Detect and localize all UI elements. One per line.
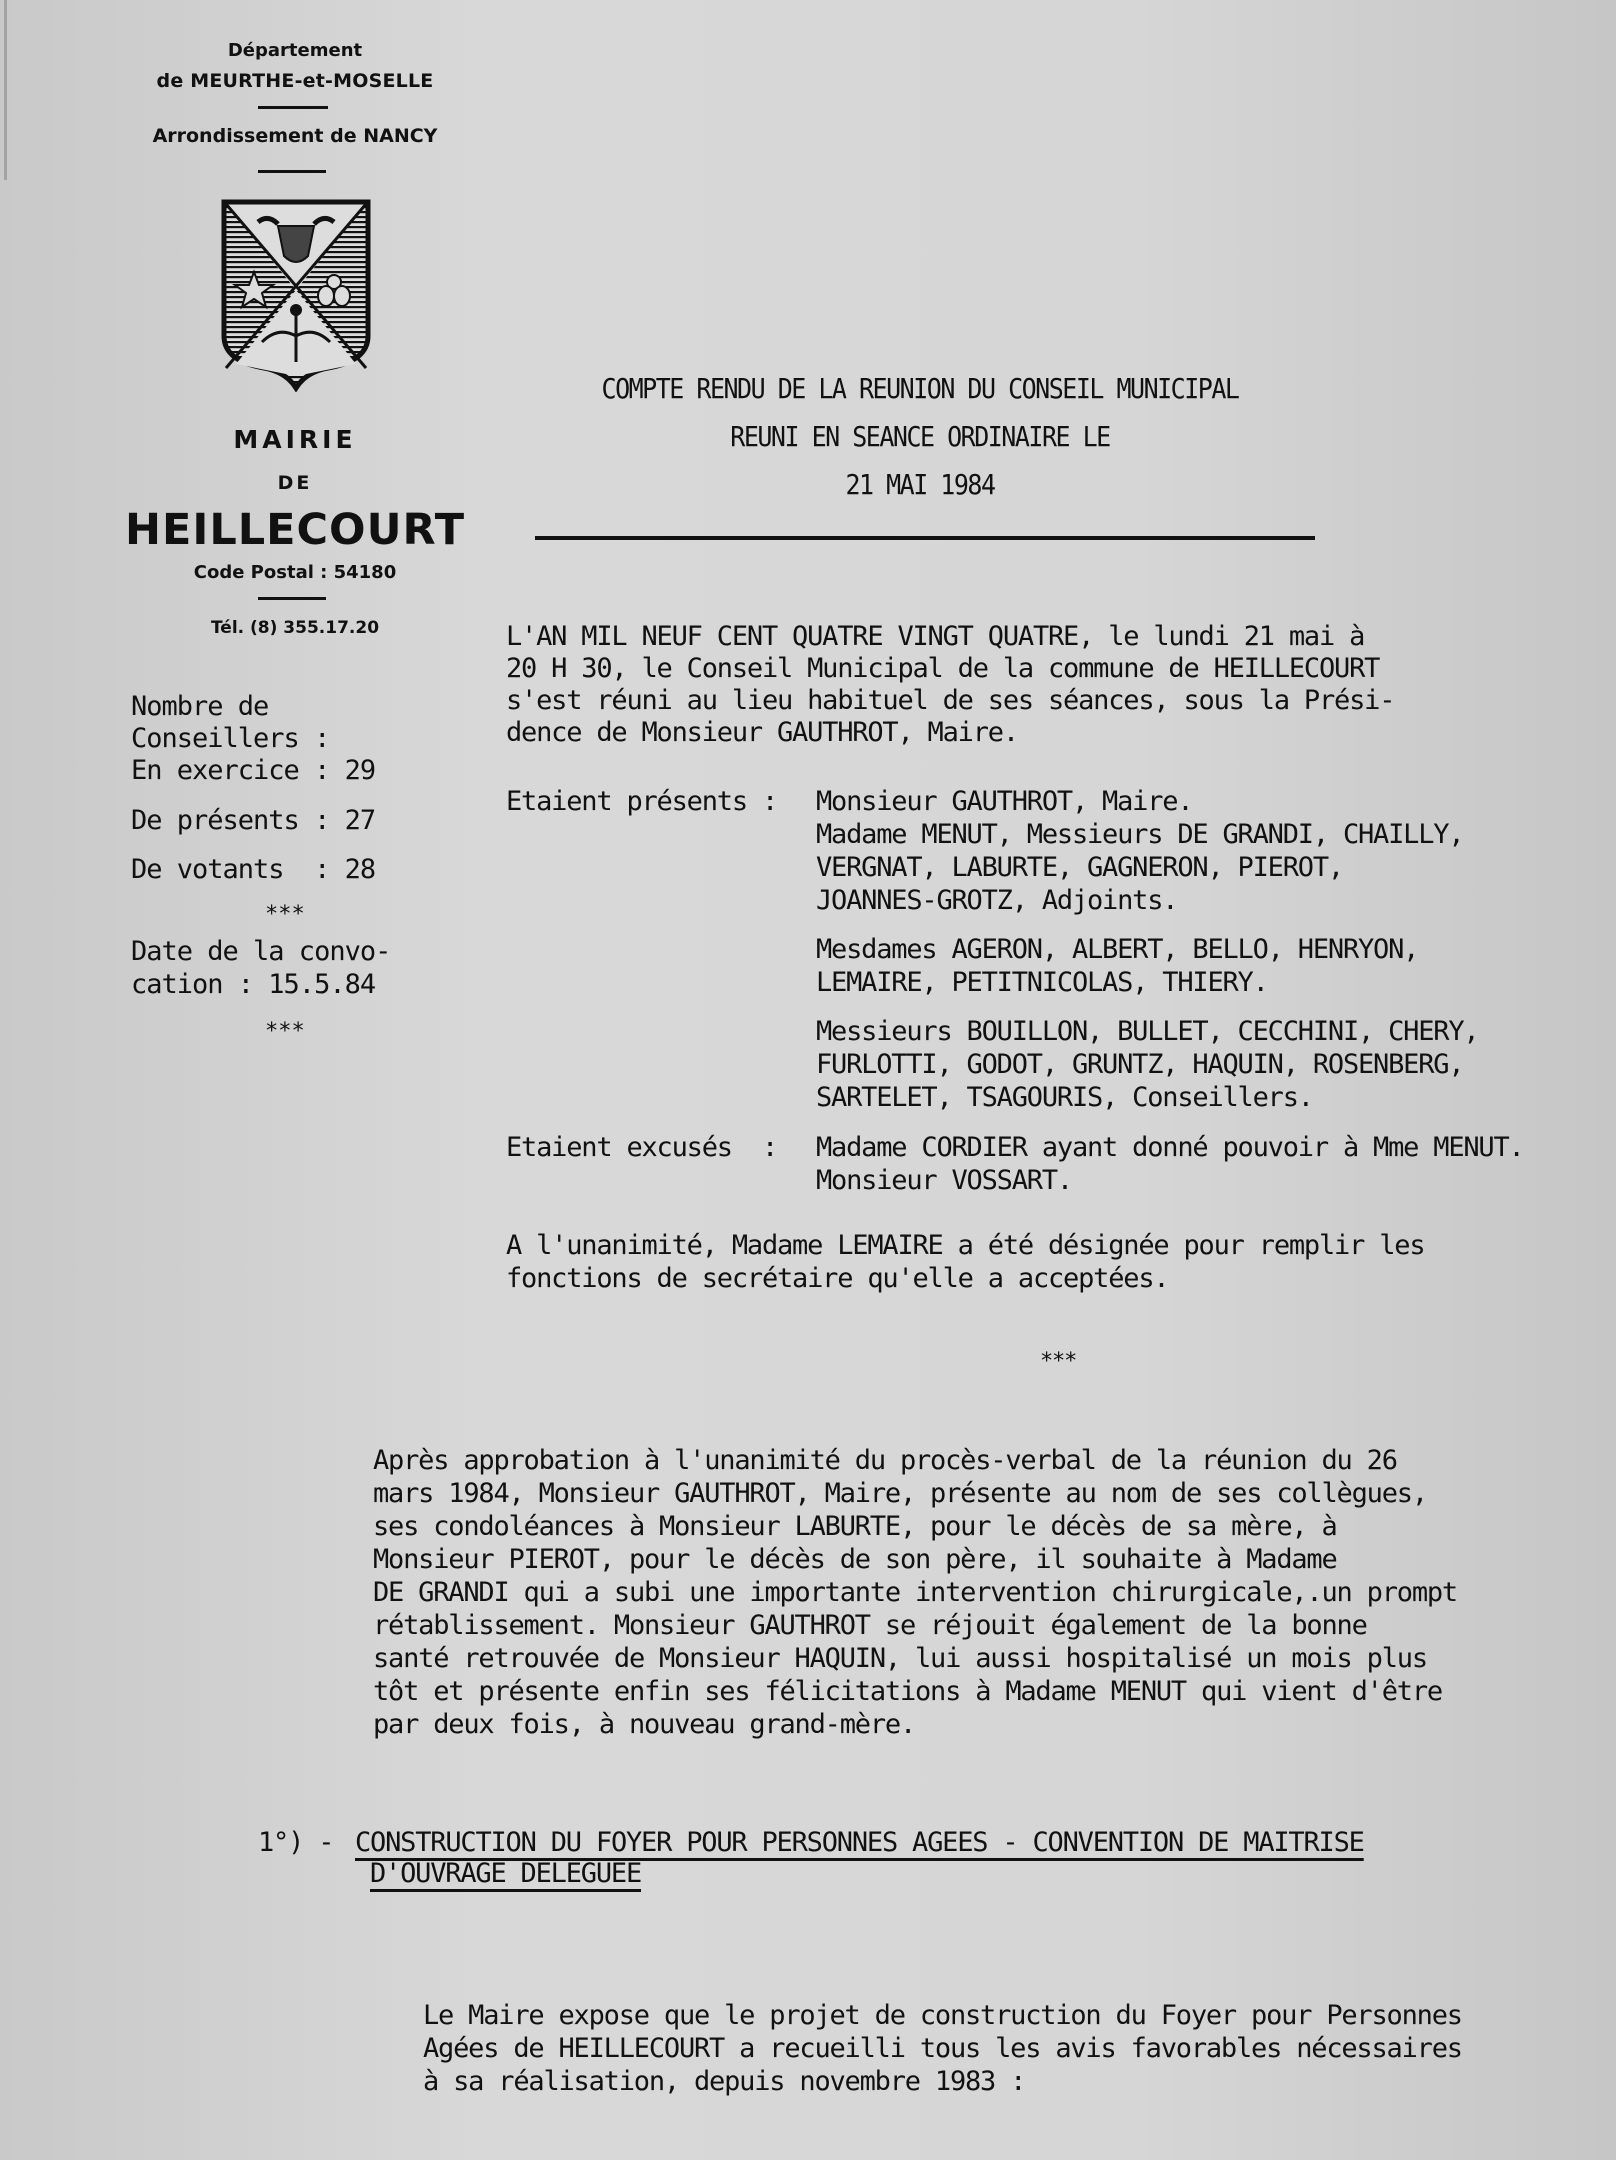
presents-line: JOANNES-GROTZ, Adjoints. <box>816 885 1178 916</box>
presents-label: Etaient présents : <box>506 786 777 817</box>
page-edge-shadow <box>4 0 7 180</box>
de-label: DE <box>277 472 313 494</box>
divider <box>258 597 326 600</box>
approbation-line: Après approbation à l'unanimité du procès-verbal de la réunion du 26 <box>373 1445 1397 1476</box>
divider <box>258 170 326 173</box>
intro-line: dence de Monsieur GAUTHROT, Maire. <box>506 717 1018 748</box>
section-title-line1: CONSTRUCTION DU FOYER POUR PERSONNES AGEES - CONVENTION DE MAITRISE <box>355 1827 1364 1858</box>
excuses-line: Monsieur VOSSART. <box>816 1165 1072 1196</box>
approbation-line: tôt et présente enfin ses félicitations à Madame MENUT qui vient d'être <box>373 1676 1442 1707</box>
presents-line: Messieurs BOUILLON, BULLET, CECCHINI, CHERY, <box>816 1016 1479 1047</box>
presents-line: Monsieur GAUTHROT, Maire. <box>816 786 1193 817</box>
approbation-line: Monsieur PIEROT, pour le décès de son père, il souhaite à Madame <box>373 1544 1337 1575</box>
intro-line: L'AN MIL NEUF CENT QUATRE VINGT QUATRE, le lundi 21 mai à <box>506 621 1365 652</box>
title-rule <box>535 536 1315 540</box>
votants-count: De votants : 28 <box>131 854 376 885</box>
meeting-date: 21 MAI 1984 <box>845 468 995 501</box>
presents-line: SARTELET, TSAGOURIS, Conseillers. <box>816 1082 1313 1113</box>
section-body-line: Agées de HEILLECOURT a recueilli tous les avis favorables nécessaires <box>423 2033 1462 2064</box>
approbation-line: santé retrouvée de Monsieur HAQUIN, lui aussi hospitalisé un mois plus <box>373 1643 1427 1674</box>
convocation-date: cation : 15.5.84 <box>131 969 376 1000</box>
separator: *** <box>265 1019 305 1044</box>
code-postal: Code Postal : 54180 <box>193 562 397 583</box>
approbation-line: rétablissement. Monsieur GAUTHROT se réjouit également de la bonne <box>373 1610 1367 1641</box>
presents-line: LEMAIRE, PETITNICOLAS, THIERY. <box>816 967 1268 998</box>
document-title-line1: COMPTE RENDU DE LA REUNION DU CONSEIL MUNICIPAL <box>601 372 1239 405</box>
intro-line: 20 H 30, le Conseil Municipal de la commune de HEILLECOURT <box>506 653 1380 684</box>
nombre-label-line2: Conseillers : <box>131 723 330 754</box>
approbation-line: mars 1984, Monsieur GAUTHROT, Maire, présente au nom de ses collègues, <box>373 1478 1427 1509</box>
approbation-line: ses condoléances à Monsieur LABURTE, pour le décès de sa mère, à <box>373 1511 1337 1542</box>
nombre-label-line1: Nombre de <box>131 691 269 722</box>
approbation-line: par deux fois, à nouveau grand-mère. <box>373 1709 915 1740</box>
section-title-line2: D'OUVRAGE DELEGUEE <box>370 1858 641 1889</box>
section-body-line: à sa réalisation, depuis novembre 1983 : <box>423 2066 1026 2097</box>
section-number: 1°) - <box>258 1827 334 1858</box>
coat-of-arms-icon <box>218 196 374 392</box>
presents-line: VERGNAT, LABURTE, GAGNERON, PIEROT, <box>816 852 1343 883</box>
divider <box>258 106 328 109</box>
excuses-label: Etaient excusés : <box>506 1132 777 1163</box>
excuses-line: Madame CORDIER ayant donné pouvoir à Mme MENUT. <box>816 1132 1524 1163</box>
separator: *** <box>265 902 305 927</box>
presents-count: De présents : 27 <box>131 805 376 836</box>
presents-line: Madame MENUT, Messieurs DE GRANDI, CHAILLY, <box>816 819 1464 850</box>
town-name: HEILLECOURT <box>124 505 466 555</box>
departement-label: Département <box>227 40 363 61</box>
arrondissement: Arrondissement de NANCY <box>152 125 438 147</box>
secretaire-line: A l'unanimité, Madame LEMAIRE a été désignée pour remplir les <box>506 1230 1425 1261</box>
document-title-line2: REUNI EN SEANCE ORDINAIRE LE <box>730 420 1110 453</box>
presents-line: Mesdames AGERON, ALBERT, BELLO, HENRYON, <box>816 934 1419 965</box>
telephone: Tél. (8) 355.17.20 <box>210 618 380 638</box>
secretaire-line: fonctions de secrétaire qu'elle a acceptées. <box>506 1263 1169 1294</box>
section-body-line: Le Maire expose que le projet de construction du Foyer pour Personnes <box>423 2000 1462 2031</box>
departement-name: de MEURTHE-et-MOSELLE <box>156 70 434 92</box>
mairie-label: MAIRIE <box>233 425 357 454</box>
convocation-line1: Date de la convo- <box>131 936 391 967</box>
approbation-line: DE GRANDI qui a subi une importante intervention chirurgicale,.un prompt <box>373 1577 1457 1608</box>
presents-line: FURLOTTI, GODOT, GRUNTZ, HAQUIN, ROSENBERG, <box>816 1049 1464 1080</box>
intro-line: s'est réuni au lieu habituel de ses séances, sous la Prési- <box>506 685 1395 716</box>
en-exercice-count: En exercice : 29 <box>131 755 376 786</box>
separator: *** <box>1040 1349 1077 1374</box>
